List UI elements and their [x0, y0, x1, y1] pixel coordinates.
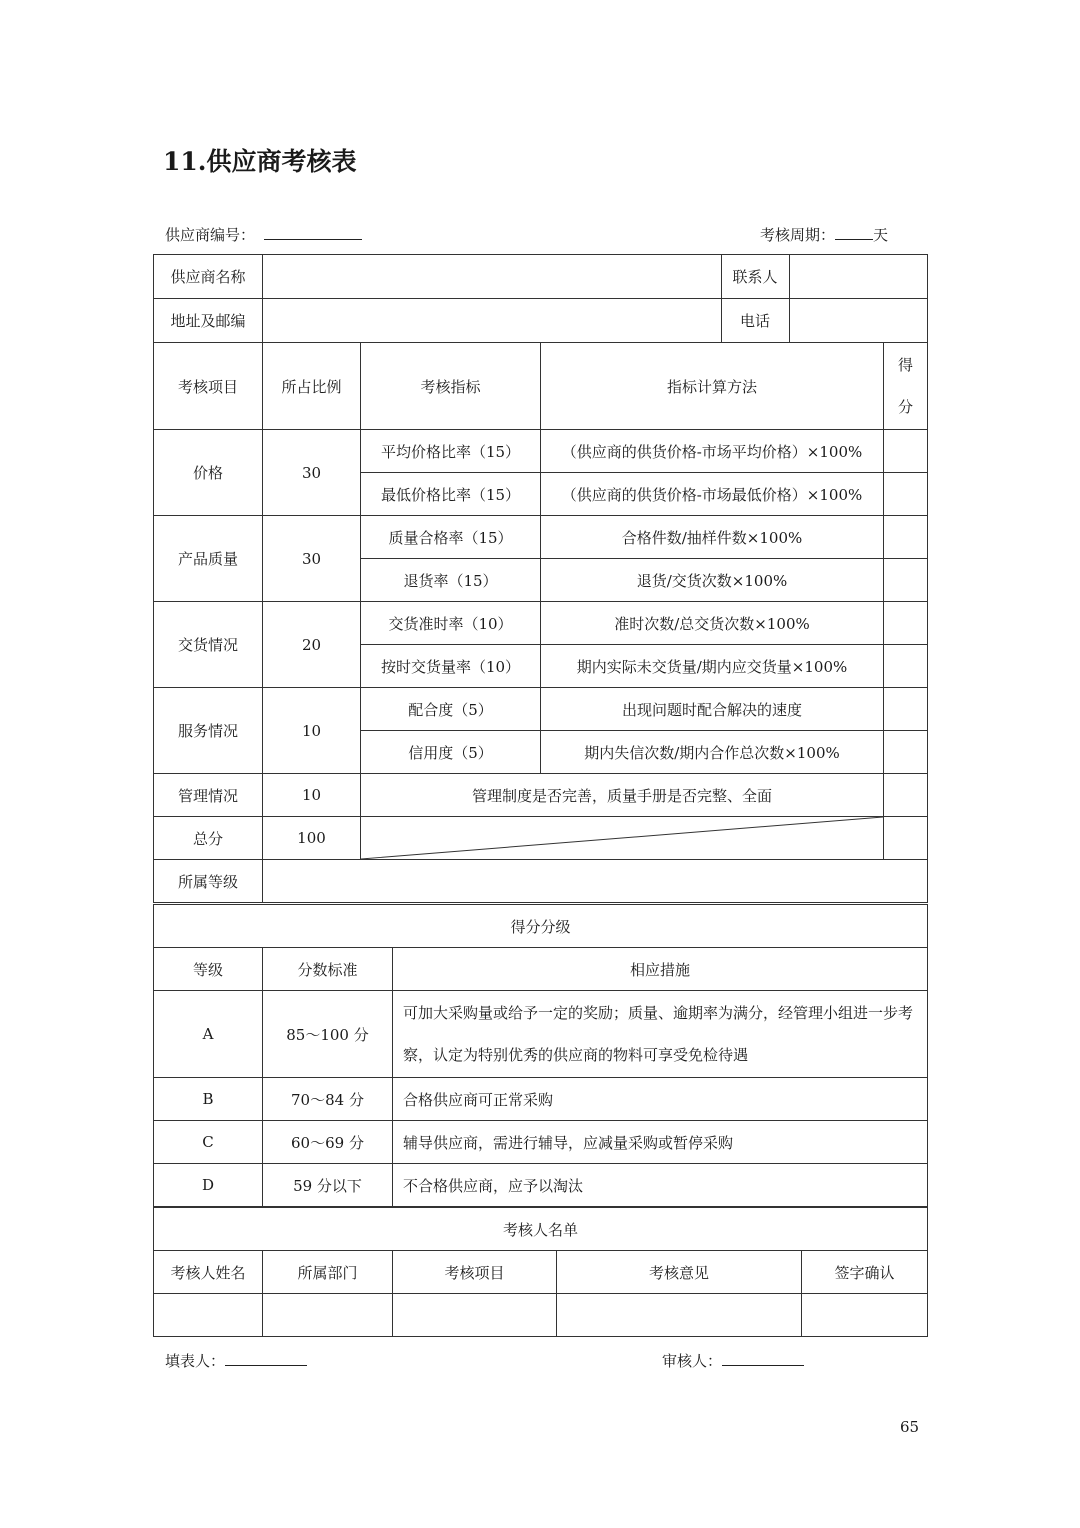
grade-standard: 70～84 分 [263, 1078, 393, 1121]
supplier-name-field[interactable] [263, 255, 721, 298]
table-row [154, 516, 928, 559]
table-row [154, 688, 928, 731]
eval-indicator: 退货率（15） [361, 559, 541, 602]
grade-standard: 59 分以下 [263, 1164, 393, 1207]
header-item: 考核项目 [154, 343, 263, 430]
assessor-header-sign: 签字确认 [802, 1251, 928, 1294]
grade-level: C [154, 1121, 263, 1164]
score-field[interactable] [884, 688, 928, 731]
eval-indicator: 按时交货量率（10） [361, 645, 541, 688]
phone-label: 电话 [721, 299, 789, 342]
eval-item: 交货情况 [154, 602, 263, 688]
eval-item: 服务情况 [154, 688, 263, 774]
grade-standard: 60～69 分 [263, 1121, 393, 1164]
eval-method: 期内失信次数/期内合作总次数×100% [541, 731, 884, 774]
assessor-item-field[interactable] [393, 1294, 557, 1337]
table-row [154, 430, 928, 473]
reviewer-field[interactable] [722, 1349, 804, 1366]
total-score-field[interactable] [884, 817, 928, 860]
address-label: 地址及邮编 [154, 299, 263, 343]
assessor-header-name: 考核人姓名 [154, 1251, 263, 1294]
eval-method: 期内实际未交货量/期内应交货量×100% [541, 645, 884, 688]
filler-row [165, 1349, 307, 1371]
grade-measure: 可加大采购量或给予一定的奖励；质量、逾期率为满分，经管理小组进一步考察，认定为特别优秀的供应商的物料可享受免检待遇 [393, 991, 928, 1078]
total-value: 100 [263, 817, 361, 860]
contact-label: 联系人 [721, 255, 789, 298]
table-row [154, 817, 928, 860]
score-field[interactable] [884, 731, 928, 774]
grade-level: B [154, 1078, 263, 1121]
grading-header-measure: 相应措施 [393, 948, 928, 991]
table-row [154, 1164, 928, 1207]
grading-header-level: 等级 [154, 948, 263, 991]
table-row [154, 602, 928, 645]
grade-measure: 不合格供应商，应予以淘汰 [393, 1164, 928, 1207]
table-row [154, 991, 928, 1078]
address-inner [263, 299, 927, 342]
supplier-no-field[interactable] [264, 223, 362, 240]
header-score-1: 得 [897, 356, 913, 374]
table-row [154, 774, 928, 817]
table-row [154, 1121, 928, 1164]
grade-standard: 85～100 分 [263, 991, 393, 1078]
page-title: 11.供应商考核表 [163, 147, 357, 176]
score-field[interactable] [884, 473, 928, 516]
grade-measure: 合格供应商可正常采购 [393, 1078, 928, 1121]
score-field[interactable] [884, 559, 928, 602]
eval-indicator: 信用度（5） [361, 731, 541, 774]
assessor-sign-field[interactable] [802, 1294, 928, 1337]
grade-level: A [154, 991, 263, 1078]
phone-field[interactable] [789, 299, 927, 342]
eval-method: 准时次数/总交货次数×100% [541, 602, 884, 645]
header-indicator: 考核指标 [361, 343, 541, 430]
page-number: 65 [900, 1418, 920, 1436]
eval-item: 产品质量 [154, 516, 263, 602]
eval-ratio: 10 [263, 688, 361, 774]
reviewer-label: 审核人： [662, 1352, 723, 1370]
grade-measure: 辅导供应商，需进行辅导，应减量采购或暂停采购 [393, 1121, 928, 1164]
eval-method: 出现问题时配合解决的速度 [541, 688, 884, 731]
eval-method: 退货/交货次数×100% [541, 559, 884, 602]
period-label: 考核周期： [760, 226, 836, 244]
filler-field[interactable] [225, 1349, 307, 1366]
contact-field[interactable] [789, 255, 927, 298]
diagonal-line [361, 817, 883, 859]
grade-level: D [154, 1164, 263, 1207]
assessor-name-field[interactable] [154, 1294, 263, 1337]
score-field[interactable] [884, 645, 928, 688]
grade-label: 所属等级 [154, 860, 263, 903]
total-diagonal-cell [361, 817, 884, 860]
reviewer-row [662, 1349, 804, 1371]
period-unit: 天 [873, 226, 889, 244]
management-item: 管理情况 [154, 774, 263, 817]
eval-method: （供应商的供货价格-市场平均价格）×100% [541, 430, 884, 473]
supplier-no-label: 供应商编号： [165, 226, 256, 244]
supplier-name-inner [263, 255, 927, 298]
assessor-header-item: 考核项目 [393, 1251, 557, 1294]
period-field[interactable] [835, 223, 873, 240]
score-field[interactable] [884, 516, 928, 559]
eval-ratio: 20 [263, 602, 361, 688]
header-score [884, 343, 928, 430]
eval-item: 价格 [154, 430, 263, 516]
eval-indicator: 最低价格比率（15） [361, 473, 541, 516]
eval-indicator: 平均价格比率（15） [361, 430, 541, 473]
assessors-title: 考核人名单 [154, 1208, 928, 1251]
assessor-header-opinion: 考核意见 [557, 1251, 802, 1294]
total-label: 总分 [154, 817, 263, 860]
management-ratio: 10 [263, 774, 361, 817]
grading-title: 得分分级 [154, 905, 928, 948]
header-method: 指标计算方法 [541, 343, 884, 430]
eval-ratio: 30 [263, 430, 361, 516]
eval-method: （供应商的供货价格-市场最低价格）×100% [541, 473, 884, 516]
eval-indicator: 质量合格率（15） [361, 516, 541, 559]
supplier-no-row [165, 223, 362, 245]
management-text: 管理制度是否完善，质量手册是否完整、全面 [361, 774, 884, 817]
supplier-name-label: 供应商名称 [154, 255, 263, 299]
filler-label: 填表人： [165, 1352, 226, 1370]
table-row [154, 1078, 928, 1121]
table-row [154, 1294, 928, 1337]
table-row [154, 860, 928, 903]
eval-method: 合格件数/抽样件数×100% [541, 516, 884, 559]
header-score-2: 分 [897, 398, 913, 416]
period-row [760, 223, 888, 245]
assessor-dept-field[interactable] [263, 1294, 393, 1337]
eval-indicator: 配合度（5） [361, 688, 541, 731]
grading-header-standard: 分数标准 [263, 948, 393, 991]
score-field[interactable] [884, 602, 928, 645]
eval-ratio: 30 [263, 516, 361, 602]
evaluation-table [153, 254, 928, 903]
eval-indicator: 交货准时率（10） [361, 602, 541, 645]
header-ratio: 所占比例 [263, 343, 361, 430]
score-field[interactable] [884, 430, 928, 473]
score-field[interactable] [884, 774, 928, 817]
grading-table [153, 904, 928, 1207]
assessor-header-dept: 所属部门 [263, 1251, 393, 1294]
assessors-table [153, 1207, 928, 1337]
address-field[interactable] [263, 299, 721, 342]
grade-field[interactable] [263, 860, 928, 903]
assessor-opinion-field[interactable] [557, 1294, 802, 1337]
